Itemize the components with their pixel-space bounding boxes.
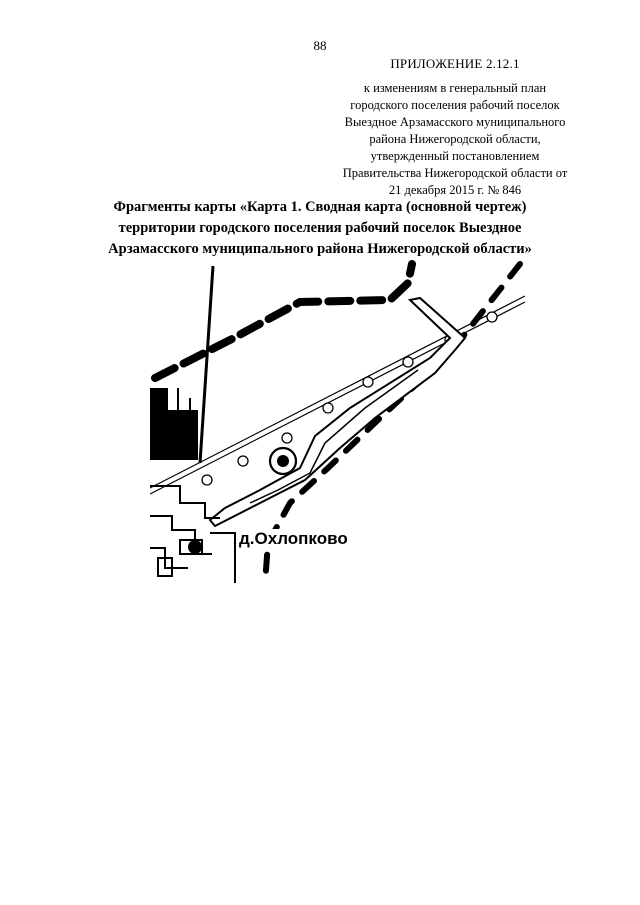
appendix-note-line: к изменениям в генеральный план xyxy=(363,81,547,95)
map-boundary-upper xyxy=(155,264,412,378)
appendix-note-line: Выездное Арзамасского муниципального xyxy=(344,115,566,129)
village-label: д.Охлопково xyxy=(239,529,348,548)
appendix-note-line: Правительства Нижегородской области от xyxy=(342,166,568,180)
document-title-line: Фрагменты карты «Карта 1. Сводная карта (основной чертеж) xyxy=(113,199,527,215)
appendix-note-line: 21 декабря 2015 г. № 846 xyxy=(388,183,522,197)
page-number: 88 xyxy=(313,38,327,53)
appendix-title: ПРИЛОЖЕНИЕ 2.12.1 xyxy=(390,56,520,71)
document-title-line: территории городского поселения рабочий поселок Выездное xyxy=(118,220,522,236)
appendix-note xyxy=(330,80,580,199)
document-title-line: Арзамасского муниципального района Нижегородской области» xyxy=(108,241,532,257)
appendix-note-line: утвержденный постановлением xyxy=(370,149,540,163)
map-pipeline-line-bottom xyxy=(150,302,525,494)
map-building-dot xyxy=(188,540,202,554)
appendix-note-line: городского поселения рабочий поселок xyxy=(350,98,560,112)
document-title xyxy=(60,197,580,260)
map-vertical-road xyxy=(200,266,213,463)
appendix-note-line: района Нижегородской области, xyxy=(369,132,541,146)
map-settlement-core xyxy=(277,455,289,467)
